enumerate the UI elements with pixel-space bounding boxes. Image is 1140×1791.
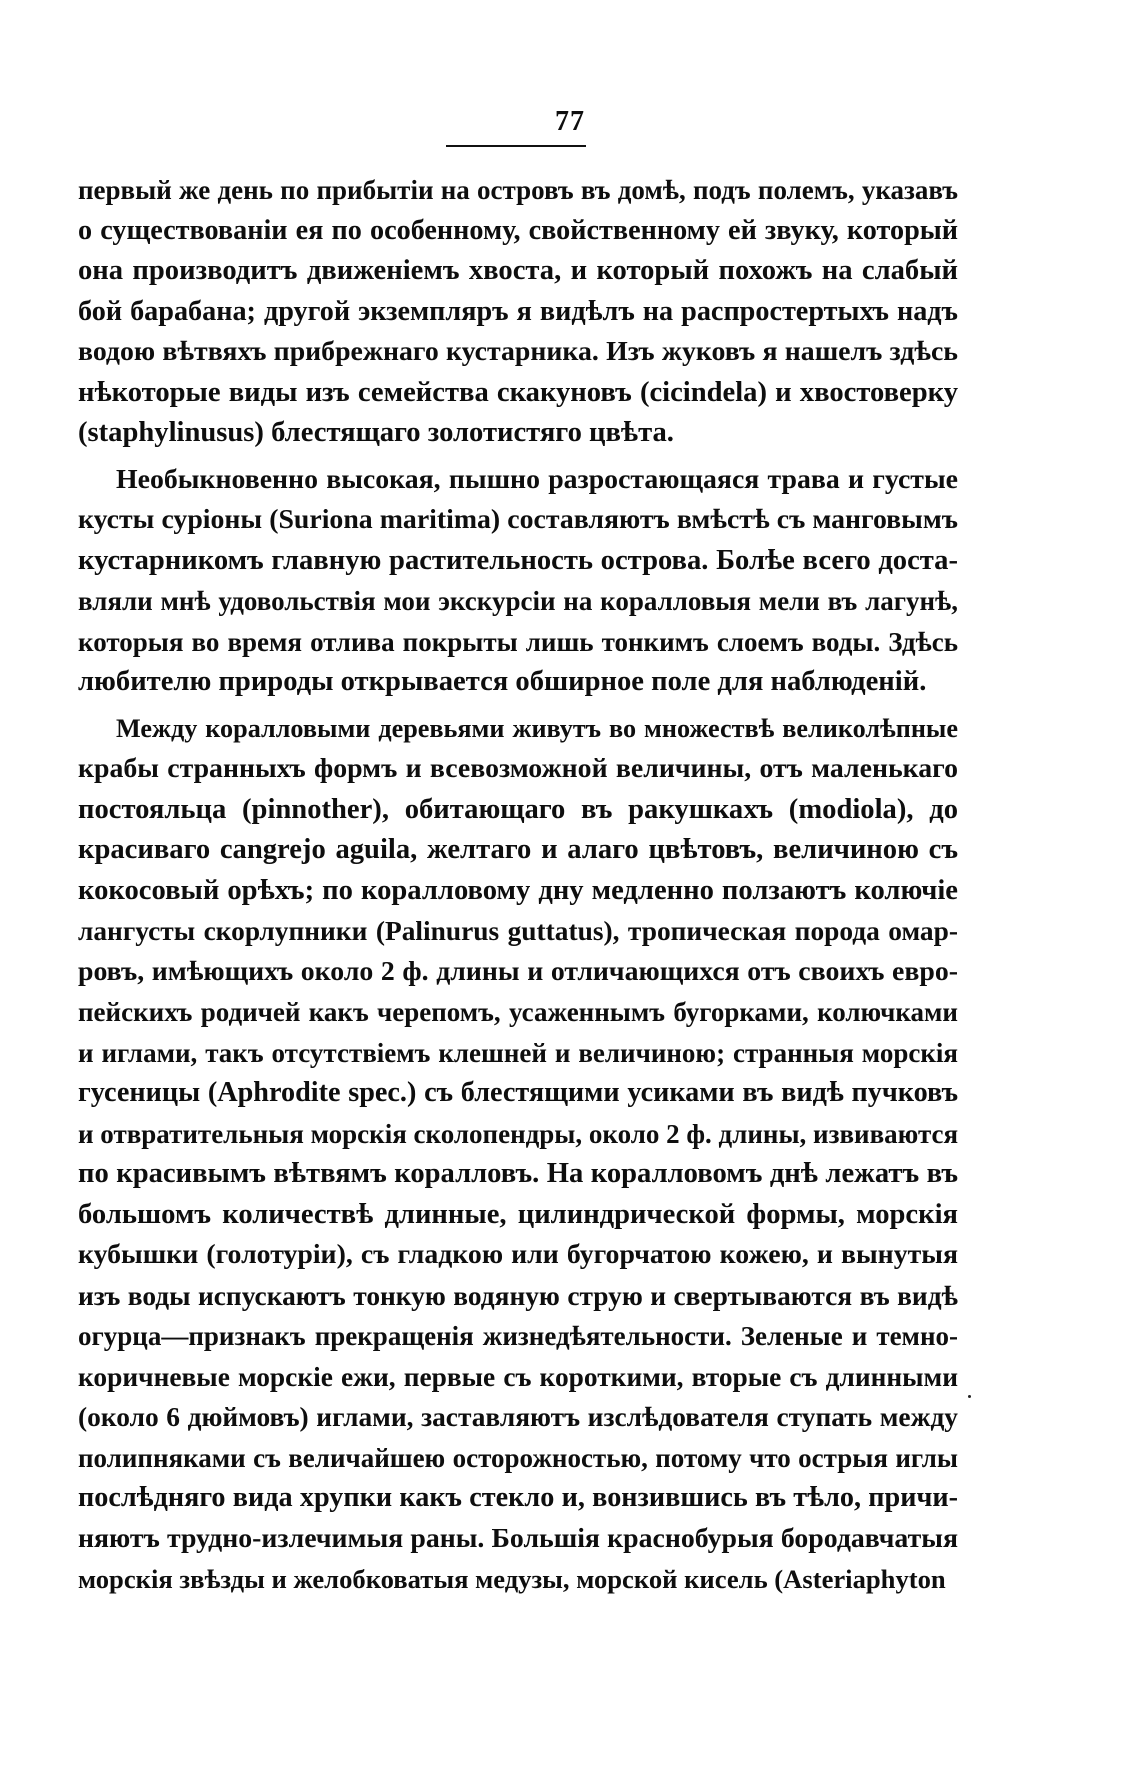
text-line: которыя во время отлива покрыты лишь тонкимъ слоемъ воды. Здѣсь bbox=[78, 626, 958, 657]
text-line: гусеницы (Aphrodite spec.) съ блестящими усиками въ видѣ пучковъ bbox=[78, 1077, 958, 1108]
body-text bbox=[78, 170, 958, 1600]
text-line: кустарникомъ главную растительность острова. Болѣе всего доста- bbox=[78, 544, 958, 576]
text-line: огурца—признакъ прекращенія жизнедѣятельности. Зеленые и темно- bbox=[78, 1321, 958, 1351]
text-line: кубышки (голотуріи), съ гладкою или бугорчатою кожею, и вынутыя bbox=[78, 1239, 958, 1270]
text-line: любителю природы открывается обширное поле для наблюденій. bbox=[78, 666, 927, 697]
text-line: кокосовый орѣхъ; по коралловому дну медленно ползаютъ колючіе bbox=[78, 874, 958, 906]
text-line: послѣдняго вида хрупки какъ стекло и, вонзившись въ тѣло, причи- bbox=[78, 1482, 958, 1513]
header-rule bbox=[446, 145, 586, 147]
paragraph-2 bbox=[78, 460, 958, 703]
text-line: (staphylinusus) блестящаго золотистяго цвѣта. bbox=[78, 417, 674, 448]
text-line: ровъ, имѣющихъ около 2 ф. длины и отличающихся отъ своихъ евро- bbox=[78, 955, 958, 987]
text-line: бой барабана; другой экземпляръ я видѣлъ на распростертыхъ надъ bbox=[78, 295, 958, 327]
text-line: Необыкновенно высокая, пышно разростающаяся трава и густые bbox=[116, 463, 958, 495]
text-line: (около 6 дюймовъ) иглами, заставляютъ изслѣдователя ступать между bbox=[78, 1402, 958, 1432]
text-line: лангусты скорлупники (Palinurus guttatus), тропическая порода омар- bbox=[78, 916, 958, 946]
text-line: морскія звѣзды и желобковатыя медузы, морской кисель (Asteriaphyton bbox=[78, 1564, 946, 1594]
text-line: крабы странныхъ формъ и всевозможной величины, отъ маленькаго bbox=[78, 753, 958, 784]
text-line: коричневые морскіе ежи, первые съ короткими, вторые съ длинными bbox=[78, 1361, 958, 1392]
text-line: и отвратительныя морскія сколопендры, около 2 ф. длины, извиваются bbox=[78, 1118, 959, 1149]
text-line: она производитъ движеніемъ хвоста, и который похожъ на слабый bbox=[78, 255, 958, 286]
paragraph-3 bbox=[78, 709, 958, 1600]
paragraph-1 bbox=[78, 170, 958, 454]
text-line: изъ воды испускаютъ тонкую водяную струю и свертываются въ видѣ bbox=[78, 1280, 958, 1311]
text-line: водою вѣтвяхъ прибрежнаго кустарника. Изъ жуковъ я нашелъ здѣсь bbox=[78, 336, 958, 367]
text-line: и иглами, такъ отсутствіемъ клешней и величиною; странныя морскія bbox=[78, 1037, 958, 1068]
text-line: по красивымъ вѣтвямъ коралловъ. На коралловомъ днѣ лежатъ въ bbox=[78, 1158, 958, 1189]
text-line: о существованіи ея по особенному, свойственному ей звуку, который bbox=[78, 214, 958, 246]
scan-speck bbox=[968, 1395, 971, 1398]
text-line: вляли мнѣ удовольствія мои экскурсіи на коралловыя мели въ лагунѣ, bbox=[78, 586, 958, 616]
text-line: постояльца (pinnother), обитающаго въ ракушкахъ (modiola), до bbox=[78, 793, 958, 825]
text-line: первый же день по прибытіи на островъ въ домѣ, подъ полемъ, указавъ bbox=[78, 175, 958, 205]
text-line: полипняками съ величайшею осторожностью, потому что острыя иглы bbox=[78, 1442, 958, 1473]
text-line: Между коралловыми деревьями живутъ во множествѣ великолѣпные bbox=[116, 713, 958, 743]
text-line: пейскихъ родичей какъ черепомъ, усаженнымъ бугорками, колючками bbox=[78, 997, 958, 1027]
text-line: большомъ количествѣ длинные, цилиндрической формы, морскія bbox=[78, 1198, 958, 1230]
text-line: красиваго cangrejo aguila, желтаго и алаго цвѣтовъ, величиною съ bbox=[78, 834, 958, 865]
page-number: 77 bbox=[555, 106, 585, 137]
text-line: кусты суріоны (Suriona maritima) составляютъ вмѣстѣ съ манговымъ bbox=[78, 504, 958, 535]
text-line: нѣкоторые виды изъ семейства скакуновъ (cicindela) и хвостоверку bbox=[78, 376, 958, 408]
text-line: няютъ трудно-излечимыя раны. Большія краснобурыя бородавчатыя bbox=[78, 1522, 958, 1554]
